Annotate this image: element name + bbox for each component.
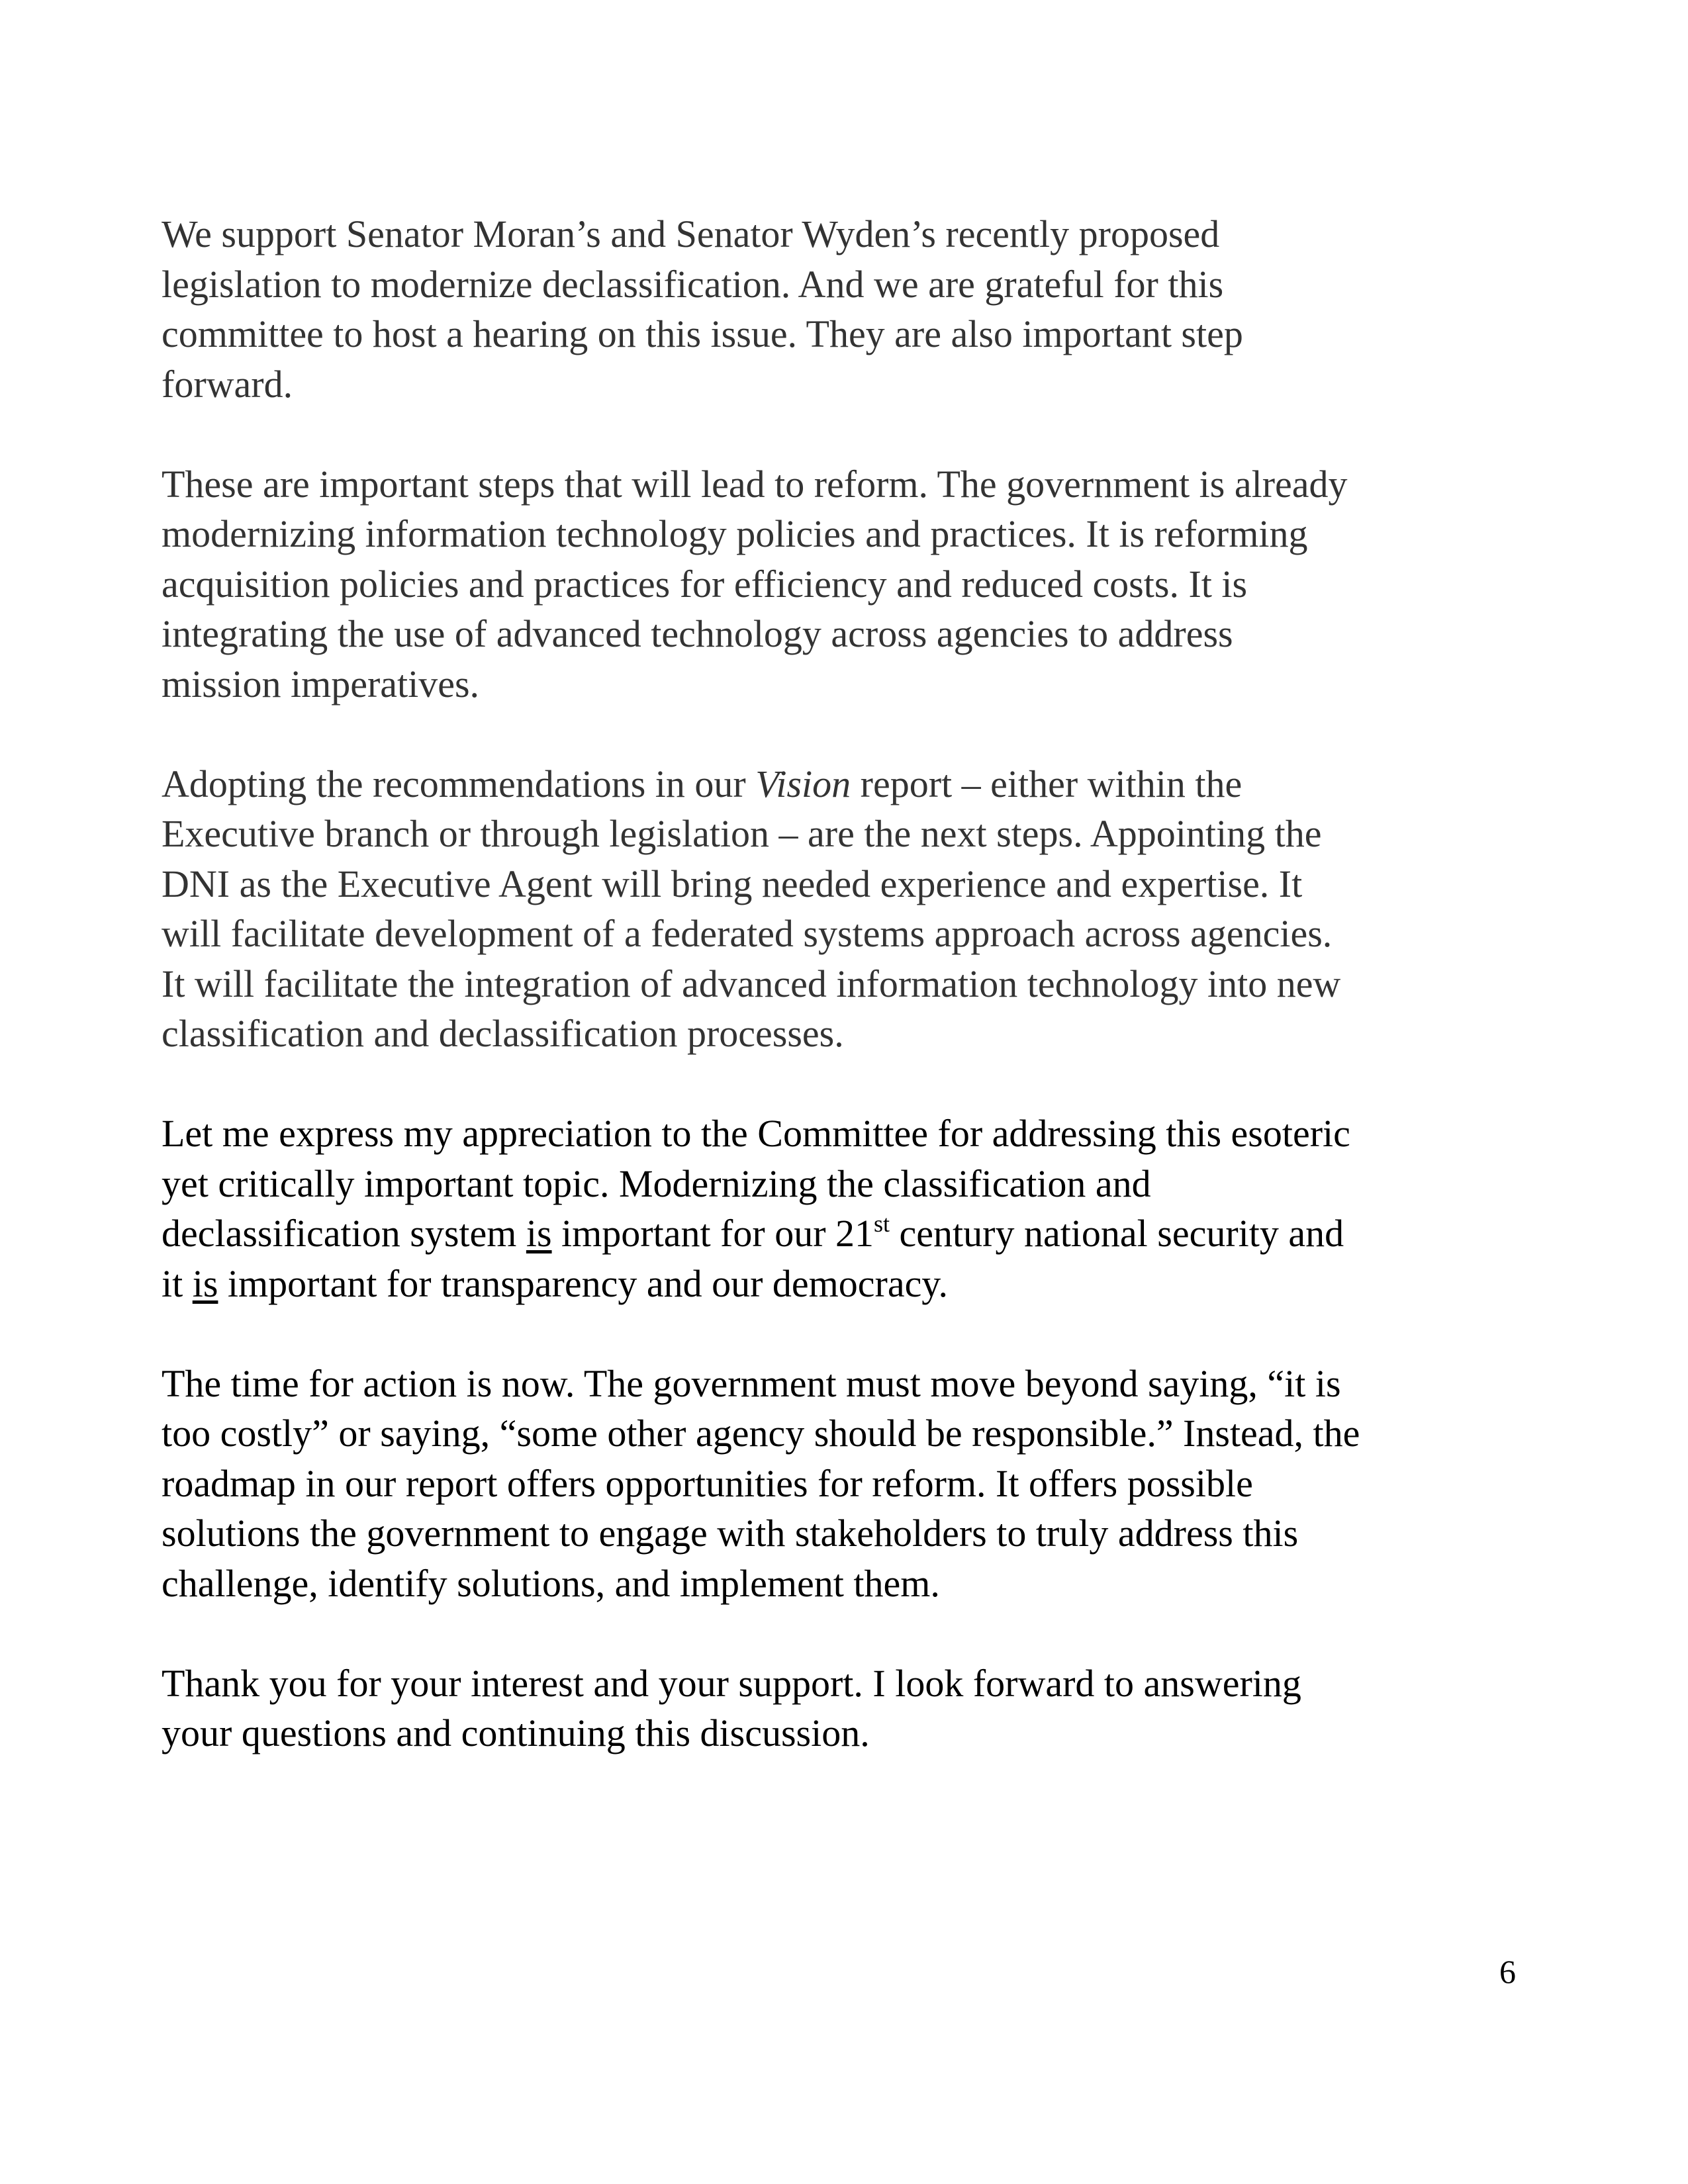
paragraph-call-to-action [162,1359,1552,1609]
text-line: challenge, identify solutions, and implement them. [162,1561,940,1605]
text-segment: report – either within the [851,762,1243,805]
text-line: too costly” or saying, “some other agency should be responsible.” Instead, the [162,1412,1360,1455]
text-segment: declassification system [162,1212,526,1255]
text-line: classification and declassification processes. [162,1012,844,1055]
text-line [162,759,1552,809]
document-body [162,209,1552,1808]
text-line: committee to host a hearing on this issue. They are also important step [162,312,1243,355]
text-line [162,1259,1552,1309]
vision-italic: Vision [755,762,851,805]
text-segment: important for transparency and our democracy. [218,1261,949,1305]
paragraph-legislation-support [162,209,1552,409]
text-line: The time for action is now. The government must move beyond saying, “it is [162,1361,1341,1405]
underlined-is: is [192,1261,218,1305]
text-line [162,1208,1552,1259]
text-line: solutions the government to engage with stakeholders to truly address this [162,1512,1299,1555]
text-segment: century national security and [890,1212,1344,1255]
text-line: will facilitate development of a federated systems approach across agencies. [162,912,1333,955]
text-line: It will facilitate the integration of advanced information technology into new [162,962,1341,1005]
text-line: roadmap in our report offers opportunities for reform. It offers possible [162,1461,1253,1505]
text-line: DNI as the Executive Agent will bring needed experience and expertise. It [162,862,1303,905]
text-line: yet critically important topic. Modernizing the classification and [162,1161,1151,1205]
text-segment: it [162,1261,193,1305]
text-line: acquisition policies and practices for efficiency and reduced costs. It is [162,562,1248,606]
paragraph-closing [162,1659,1552,1758]
text-line: integrating the use of advanced technology across agencies to address [162,612,1233,655]
text-line: We support Senator Moran’s and Senator Wyden’s recently proposed [162,212,1220,255]
paragraph-reform-steps [162,459,1552,709]
text-line: Let me express my appreciation to the Committee for addressing this esoteric [162,1112,1350,1155]
text-line: These are important steps that will lead to reform. The government is already [162,462,1348,506]
text-line: Thank you for your interest and your support. I look forward to answering [162,1661,1301,1705]
superscript-st: st [874,1210,890,1237]
underlined-is: is [526,1212,552,1255]
text-line: legislation to modernize declassification. And we are grateful for this [162,262,1224,306]
text-line: mission imperatives. [162,662,480,705]
page-number: 6 [1499,1953,1516,1990]
paragraph-vision-report [162,759,1552,1059]
text-line: your questions and continuing this discussion. [162,1711,870,1754]
text-line: forward. [162,362,293,406]
text-segment: Adopting the recommendations in our [162,762,756,805]
text-segment: important for our 21 [551,1212,874,1255]
text-line: Executive branch or through legislation – are the next steps. Appointing the [162,812,1322,855]
text-line: modernizing information technology policies and practices. It is reforming [162,512,1308,555]
paragraph-appreciation [162,1109,1552,1308]
